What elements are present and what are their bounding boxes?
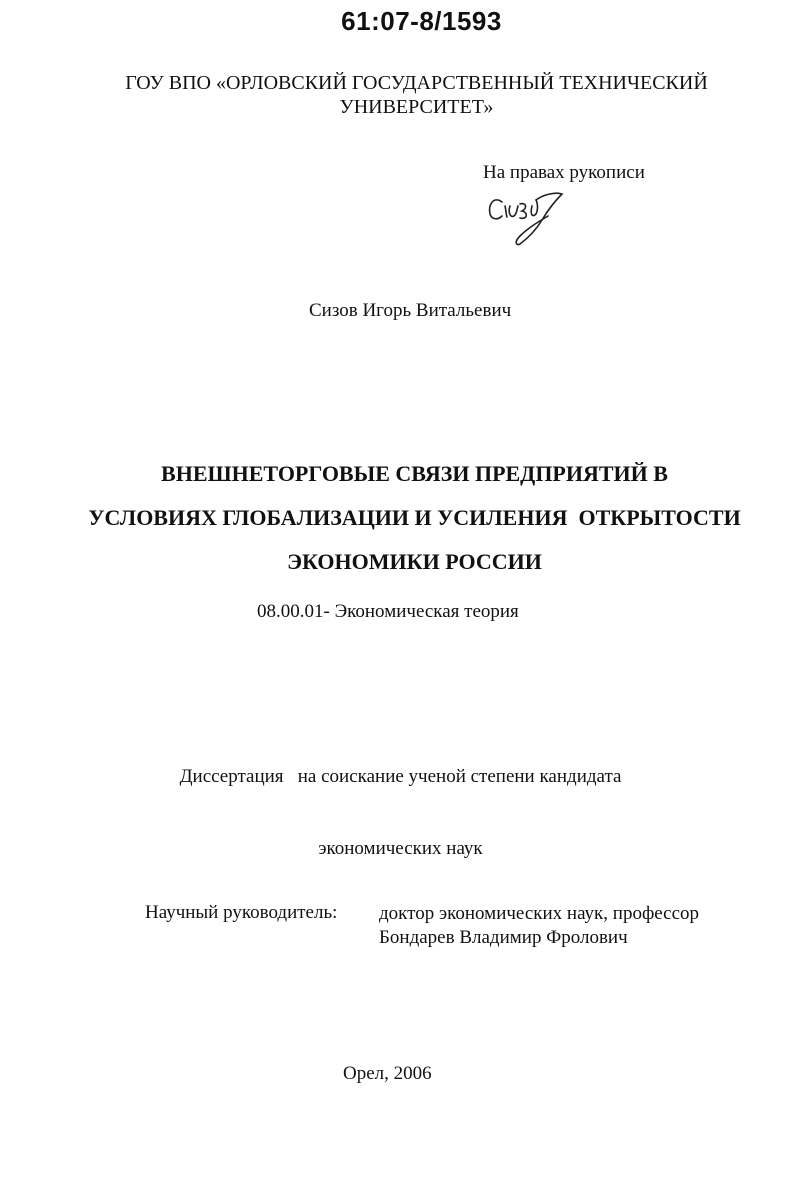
institution-name xyxy=(0,71,793,119)
degree-line-1: Диссертация на соискание ученой степени кандидата xyxy=(179,766,622,787)
title-line-2: УСЛОВИЯХ ГЛОБАЛИЗАЦИИ И УСИЛЕНИЯ ОТКРЫТОСТИ xyxy=(88,505,741,530)
supervisor-title: доктор экономических наук, профессор xyxy=(379,903,700,924)
author-name: Сизов Игорь Витальевич xyxy=(309,300,512,321)
city-year: Орел, 2006 xyxy=(343,1063,432,1084)
degree-line-2: экономических наук xyxy=(318,838,483,859)
institution-line-2: УНИВЕРСИТЕТ» xyxy=(339,96,494,118)
catalog-number: 61:07-8/1593 xyxy=(341,6,502,36)
manuscript-rights-note: На правах рукописи xyxy=(483,162,645,183)
supervisor-label: Научный руководитель: xyxy=(145,902,338,923)
degree-statement xyxy=(0,717,793,885)
institution-line-1: ГОУ ВПО «ОРЛОВСКИЙ ГОСУДАРСТВЕННЫЙ ТЕХНИЧЕСКИЙ xyxy=(125,72,708,94)
handwritten-signature xyxy=(486,188,576,246)
supervisor-info xyxy=(379,902,699,950)
title-line-1: ВНЕШНЕТОРГОВЫЕ СВЯЗИ ПРЕДПРИЯТИЙ В xyxy=(161,461,668,486)
supervisor-name: Бондарев Владимир Фролович xyxy=(379,927,628,948)
title-line-3: ЭКОНОМИКИ РОССИИ xyxy=(287,549,542,574)
dissertation-title xyxy=(0,452,793,584)
specialty-code: 08.00.01- Экономическая теория xyxy=(257,601,519,622)
